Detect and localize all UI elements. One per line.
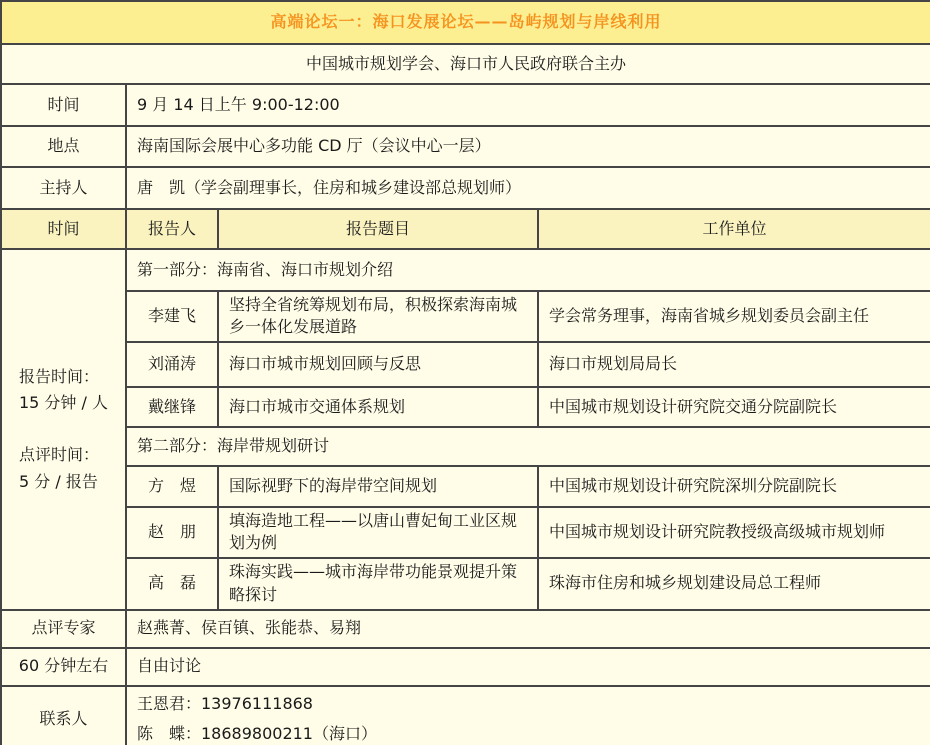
col-header-time: 时间 — [1, 209, 126, 249]
organizer-line: 中国城市规划学会、海口市人民政府联合主办 — [1, 44, 930, 84]
presenter-organization: 珠海市住房和城乡规划建设局总工程师 — [538, 558, 930, 610]
presenter-row — [1, 387, 930, 427]
presenter-topic: 填海造地工程——以唐山曹妃甸工业区规划为例 — [218, 507, 538, 558]
duration-note — [1, 249, 126, 610]
col-header-topic: 报告题目 — [218, 209, 538, 249]
col-header-organization: 工作单位 — [538, 209, 930, 249]
time-label: 时间 — [1, 84, 126, 126]
presenter-name: 戴继锋 — [126, 387, 218, 427]
presenter-organization: 中国城市规划设计研究院教授级高级城市规划师 — [538, 507, 930, 558]
presenter-name: 赵 朋 — [126, 507, 218, 558]
duration-note-text — [19, 364, 108, 496]
table-row — [1, 167, 930, 209]
section-part2-title: 第二部分：海岸带规划研讨 — [126, 427, 930, 466]
page-title: 高端论坛一：海口发展论坛——岛屿规划与岸线利用 — [1, 1, 930, 44]
contact-line-1: 王恩君：13976111868 — [137, 693, 313, 713]
presenter-organization: 学会常务理事，海南省城乡规划委员会副主任 — [538, 291, 930, 342]
venue-label: 地点 — [1, 126, 126, 167]
comment-duration-value: 5 分 / 报告 — [18, 471, 98, 491]
table-row — [1, 1, 930, 44]
table-row — [1, 84, 930, 126]
presenter-name: 高 磊 — [126, 558, 218, 610]
comment-duration-label: 点评时间： — [18, 445, 99, 465]
report-duration-value: 15 分钟 / 人 — [18, 392, 108, 412]
section-part1-title: 第一部分：海南省、海口市规划介绍 — [126, 249, 930, 291]
report-duration-label: 报告时间： — [18, 366, 99, 386]
presenter-organization: 海口市规划局局长 — [538, 342, 930, 387]
table-row — [1, 44, 930, 84]
table-row — [1, 126, 930, 167]
presenter-name: 方 煜 — [126, 466, 218, 507]
contact-label: 联系人 — [1, 686, 126, 745]
presenter-organization: 中国城市规划设计研究院深圳分院副院长 — [538, 466, 930, 507]
presenter-row — [1, 558, 930, 610]
presenter-row — [1, 291, 930, 342]
table-header-row — [1, 209, 930, 249]
contact-value — [126, 686, 930, 745]
discussion-value: 自由讨论 — [126, 648, 930, 686]
spacer — [19, 416, 108, 442]
section-row — [1, 427, 930, 466]
presenter-row — [1, 342, 930, 387]
contact-line-2: 陈 蝶：18689800211（海口） — [137, 723, 377, 743]
table-row — [1, 686, 930, 745]
presenter-name: 李建飞 — [126, 291, 218, 342]
host-label: 主持人 — [1, 167, 126, 209]
experts-value: 赵燕菁、侯百镇、张能恭、易翔 — [126, 610, 930, 648]
time-value: 9 月 14 日上午 9:00-12:00 — [126, 84, 930, 126]
table-row — [1, 648, 930, 686]
presenter-row — [1, 466, 930, 507]
presenter-topic: 坚持全省统筹规划布局，积极探索海南城乡一体化发展道路 — [218, 291, 538, 342]
table-row — [1, 610, 930, 648]
presenter-name: 刘涌涛 — [126, 342, 218, 387]
presenter-organization: 中国城市规划设计研究院交通分院副院长 — [538, 387, 930, 427]
section-row — [1, 249, 930, 291]
presenter-topic: 海口市城市规划回顾与反思 — [218, 342, 538, 387]
venue-value: 海南国际会展中心多功能 CD 厅（会议中心一层） — [126, 126, 930, 167]
presenter-topic: 珠海实践——城市海岸带功能景观提升策略探讨 — [218, 558, 538, 610]
col-header-presenter: 报告人 — [126, 209, 218, 249]
discussion-duration-label: 60 分钟左右 — [1, 648, 126, 686]
presenter-topic: 国际视野下的海岸带空间规划 — [218, 466, 538, 507]
presenter-row — [1, 507, 930, 558]
presenter-topic: 海口市城市交通体系规划 — [218, 387, 538, 427]
experts-label: 点评专家 — [1, 610, 126, 648]
host-value: 唐 凯（学会副理事长，住房和城乡建设部总规划师） — [126, 167, 930, 209]
